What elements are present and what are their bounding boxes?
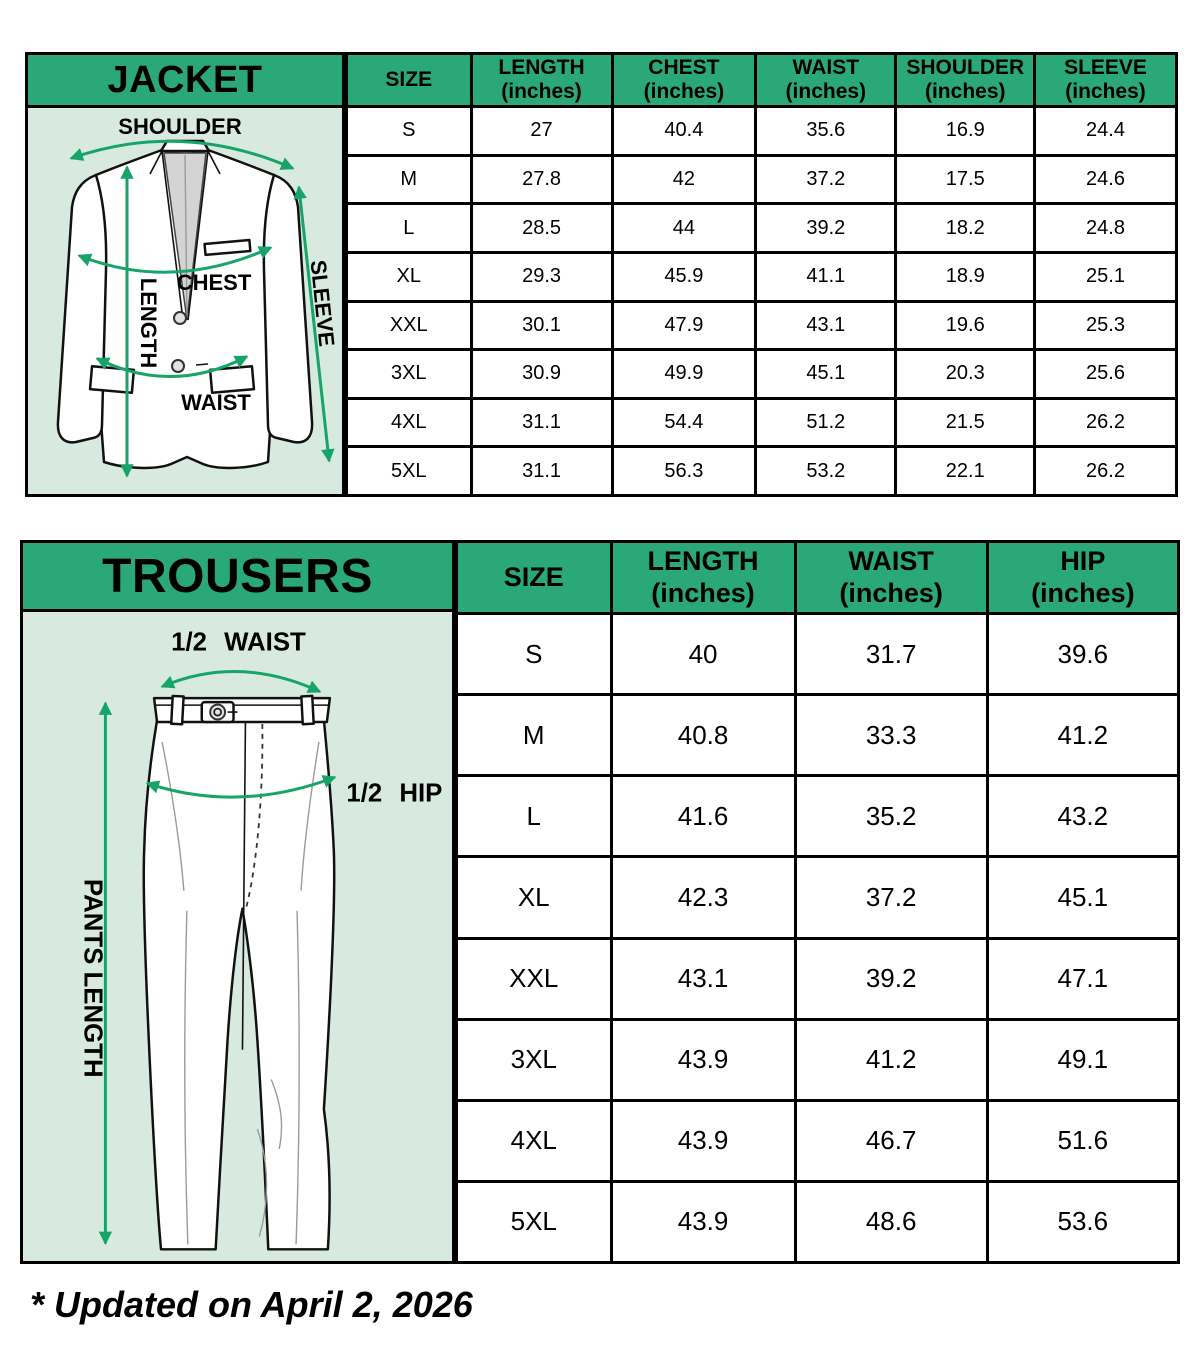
- value-cell: 19.6: [896, 301, 1035, 350]
- value-cell: 27: [471, 107, 612, 156]
- table-row: [457, 695, 1179, 776]
- table-row: [457, 776, 1179, 857]
- trousers-col-hip: HIP (inches): [987, 542, 1178, 614]
- value-cell: 18.9: [896, 252, 1035, 301]
- jacket-table-body: [347, 107, 1177, 496]
- value-cell: 48.6: [795, 1181, 987, 1262]
- value-cell: 43.1: [611, 938, 795, 1019]
- value-cell: 26.2: [1035, 398, 1177, 447]
- trousers-table-body: [457, 614, 1179, 1263]
- waist-button: [210, 705, 225, 720]
- belt-loop-right: [301, 696, 313, 724]
- value-cell: 24.8: [1035, 204, 1177, 253]
- value-cell: 24.4: [1035, 107, 1177, 156]
- jacket-col-waist: WAIST (inches): [756, 54, 896, 107]
- jacket-col-chest: CHEST (inches): [612, 54, 756, 107]
- value-cell: 56.3: [612, 447, 756, 496]
- value-cell: 25.3: [1035, 301, 1177, 350]
- size-cell: 4XL: [347, 398, 472, 447]
- table-row: [347, 350, 1177, 399]
- size-cell: XL: [457, 857, 612, 938]
- jacket-diagram-panel: [25, 52, 345, 497]
- value-cell: 26.2: [1035, 447, 1177, 496]
- size-cell: M: [457, 695, 612, 776]
- value-cell: 35.6: [756, 107, 896, 156]
- value-cell: 41.2: [987, 695, 1178, 776]
- value-cell: 40: [611, 614, 795, 695]
- value-cell: 16.9: [896, 107, 1035, 156]
- value-cell: 39.6: [987, 614, 1178, 695]
- size-cell: M: [347, 155, 472, 204]
- trousers-diagram-panel: [20, 540, 455, 1264]
- table-row: [347, 398, 1177, 447]
- value-cell: 37.2: [756, 155, 896, 204]
- jacket-col-size: SIZE: [347, 54, 472, 107]
- size-cell: S: [457, 614, 612, 695]
- size-cell: 3XL: [347, 350, 472, 399]
- value-cell: 42.3: [611, 857, 795, 938]
- trousers-col-length: LENGTH (inches): [611, 542, 795, 614]
- value-cell: 43.9: [611, 1019, 795, 1100]
- trousers-section: [20, 540, 1180, 1264]
- trousers-illustration: [23, 612, 452, 1261]
- half-waist-label: 1/2 WAIST: [171, 628, 306, 657]
- value-cell: 30.1: [471, 301, 612, 350]
- jacket-col-sleeve: SLEEVE (inches): [1035, 54, 1177, 107]
- value-cell: 43.9: [611, 1181, 795, 1262]
- size-cell: 3XL: [457, 1019, 612, 1100]
- value-cell: 28.5: [471, 204, 612, 253]
- jacket-section: [25, 52, 1178, 497]
- value-cell: 25.6: [1035, 350, 1177, 399]
- value-cell: 43.2: [987, 776, 1178, 857]
- value-cell: 43.9: [611, 1100, 795, 1181]
- value-cell: 17.5: [896, 155, 1035, 204]
- value-cell: 53.6: [987, 1181, 1178, 1262]
- table-row: [457, 857, 1179, 938]
- value-cell: 45.9: [612, 252, 756, 301]
- jacket-button-bottom: [172, 360, 184, 372]
- value-cell: 31.1: [471, 398, 612, 447]
- table-row: [347, 301, 1177, 350]
- value-cell: 29.3: [471, 252, 612, 301]
- value-cell: 46.7: [795, 1100, 987, 1181]
- value-cell: 42: [612, 155, 756, 204]
- table-row: [347, 155, 1177, 204]
- value-cell: 35.2: [795, 776, 987, 857]
- trousers-size-table: [455, 540, 1180, 1264]
- jacket-table-header: [347, 54, 1177, 107]
- trousers-title: TROUSERS: [23, 543, 452, 612]
- value-cell: 39.2: [795, 938, 987, 1019]
- jacket-button-top: [174, 312, 186, 324]
- value-cell: 49.1: [987, 1019, 1178, 1100]
- value-cell: 47.1: [987, 938, 1178, 1019]
- value-cell: 41.6: [611, 776, 795, 857]
- value-cell: 22.1: [896, 447, 1035, 496]
- half-hip-label: 1/2 HIP: [346, 779, 443, 808]
- half-waist-arrow: [163, 672, 319, 692]
- jacket-left-sleeve: [58, 175, 106, 442]
- value-cell: 40.4: [612, 107, 756, 156]
- value-cell: 47.9: [612, 301, 756, 350]
- size-cell: L: [457, 776, 612, 857]
- value-cell: 40.8: [611, 695, 795, 776]
- value-cell: 31.7: [795, 614, 987, 695]
- value-cell: 45.1: [756, 350, 896, 399]
- table-row: [457, 1100, 1179, 1181]
- value-cell: 51.6: [987, 1100, 1178, 1181]
- table-row: [347, 204, 1177, 253]
- jacket-illustration: [28, 108, 342, 494]
- shoulder-label: SHOULDER: [118, 114, 242, 139]
- value-cell: 43.1: [756, 301, 896, 350]
- trousers-diagram: [23, 612, 452, 1261]
- size-cell: XXL: [457, 938, 612, 1019]
- value-cell: 21.5: [896, 398, 1035, 447]
- size-cell: XL: [347, 252, 472, 301]
- table-row: [457, 1019, 1179, 1100]
- pants-length-label: PANTS LENGTH: [78, 878, 107, 1078]
- jacket-diagram: [28, 108, 342, 494]
- update-footnote: * Updated on April 2, 2026: [30, 1284, 473, 1325]
- value-cell: 18.2: [896, 204, 1035, 253]
- value-cell: 37.2: [795, 857, 987, 938]
- table-row: [347, 252, 1177, 301]
- size-cell: 4XL: [457, 1100, 612, 1181]
- value-cell: 41.2: [795, 1019, 987, 1100]
- table-row: [457, 1181, 1179, 1262]
- jacket-col-shoulder: SHOULDER (inches): [896, 54, 1035, 107]
- size-cell: S: [347, 107, 472, 156]
- length-label: LENGTH: [136, 277, 161, 369]
- chest-label: CHEST: [176, 270, 252, 295]
- table-row: [457, 614, 1179, 695]
- value-cell: 53.2: [756, 447, 896, 496]
- value-cell: 45.1: [987, 857, 1178, 938]
- table-row: [457, 938, 1179, 1019]
- jacket-size-table: [345, 52, 1178, 497]
- table-row: [347, 107, 1177, 156]
- value-cell: 41.1: [756, 252, 896, 301]
- waist-label: WAIST: [181, 390, 251, 415]
- size-cell: 5XL: [347, 447, 472, 496]
- value-cell: 51.2: [756, 398, 896, 447]
- value-cell: 27.8: [471, 155, 612, 204]
- value-cell: 30.9: [471, 350, 612, 399]
- size-cell: L: [347, 204, 472, 253]
- value-cell: 54.4: [612, 398, 756, 447]
- value-cell: 25.1: [1035, 252, 1177, 301]
- jacket-title: JACKET: [28, 55, 342, 108]
- jacket-breast-pocket: [205, 240, 251, 255]
- table-row: [347, 447, 1177, 496]
- value-cell: 31.1: [471, 447, 612, 496]
- value-cell: 20.3: [896, 350, 1035, 399]
- value-cell: 44: [612, 204, 756, 253]
- value-cell: 49.9: [612, 350, 756, 399]
- trousers-table-header: [457, 542, 1179, 614]
- trousers-col-waist: WAIST (inches): [795, 542, 987, 614]
- belt-loop-left: [171, 696, 183, 724]
- value-cell: 24.6: [1035, 155, 1177, 204]
- size-cell: 5XL: [457, 1181, 612, 1262]
- trousers-col-size: SIZE: [457, 542, 612, 614]
- jacket-col-length: LENGTH (inches): [471, 54, 612, 107]
- jacket-right-sleeve: [264, 175, 312, 442]
- value-cell: 39.2: [756, 204, 896, 253]
- size-cell: XXL: [347, 301, 472, 350]
- sleeve-label: SLEEVE: [305, 258, 340, 348]
- value-cell: 33.3: [795, 695, 987, 776]
